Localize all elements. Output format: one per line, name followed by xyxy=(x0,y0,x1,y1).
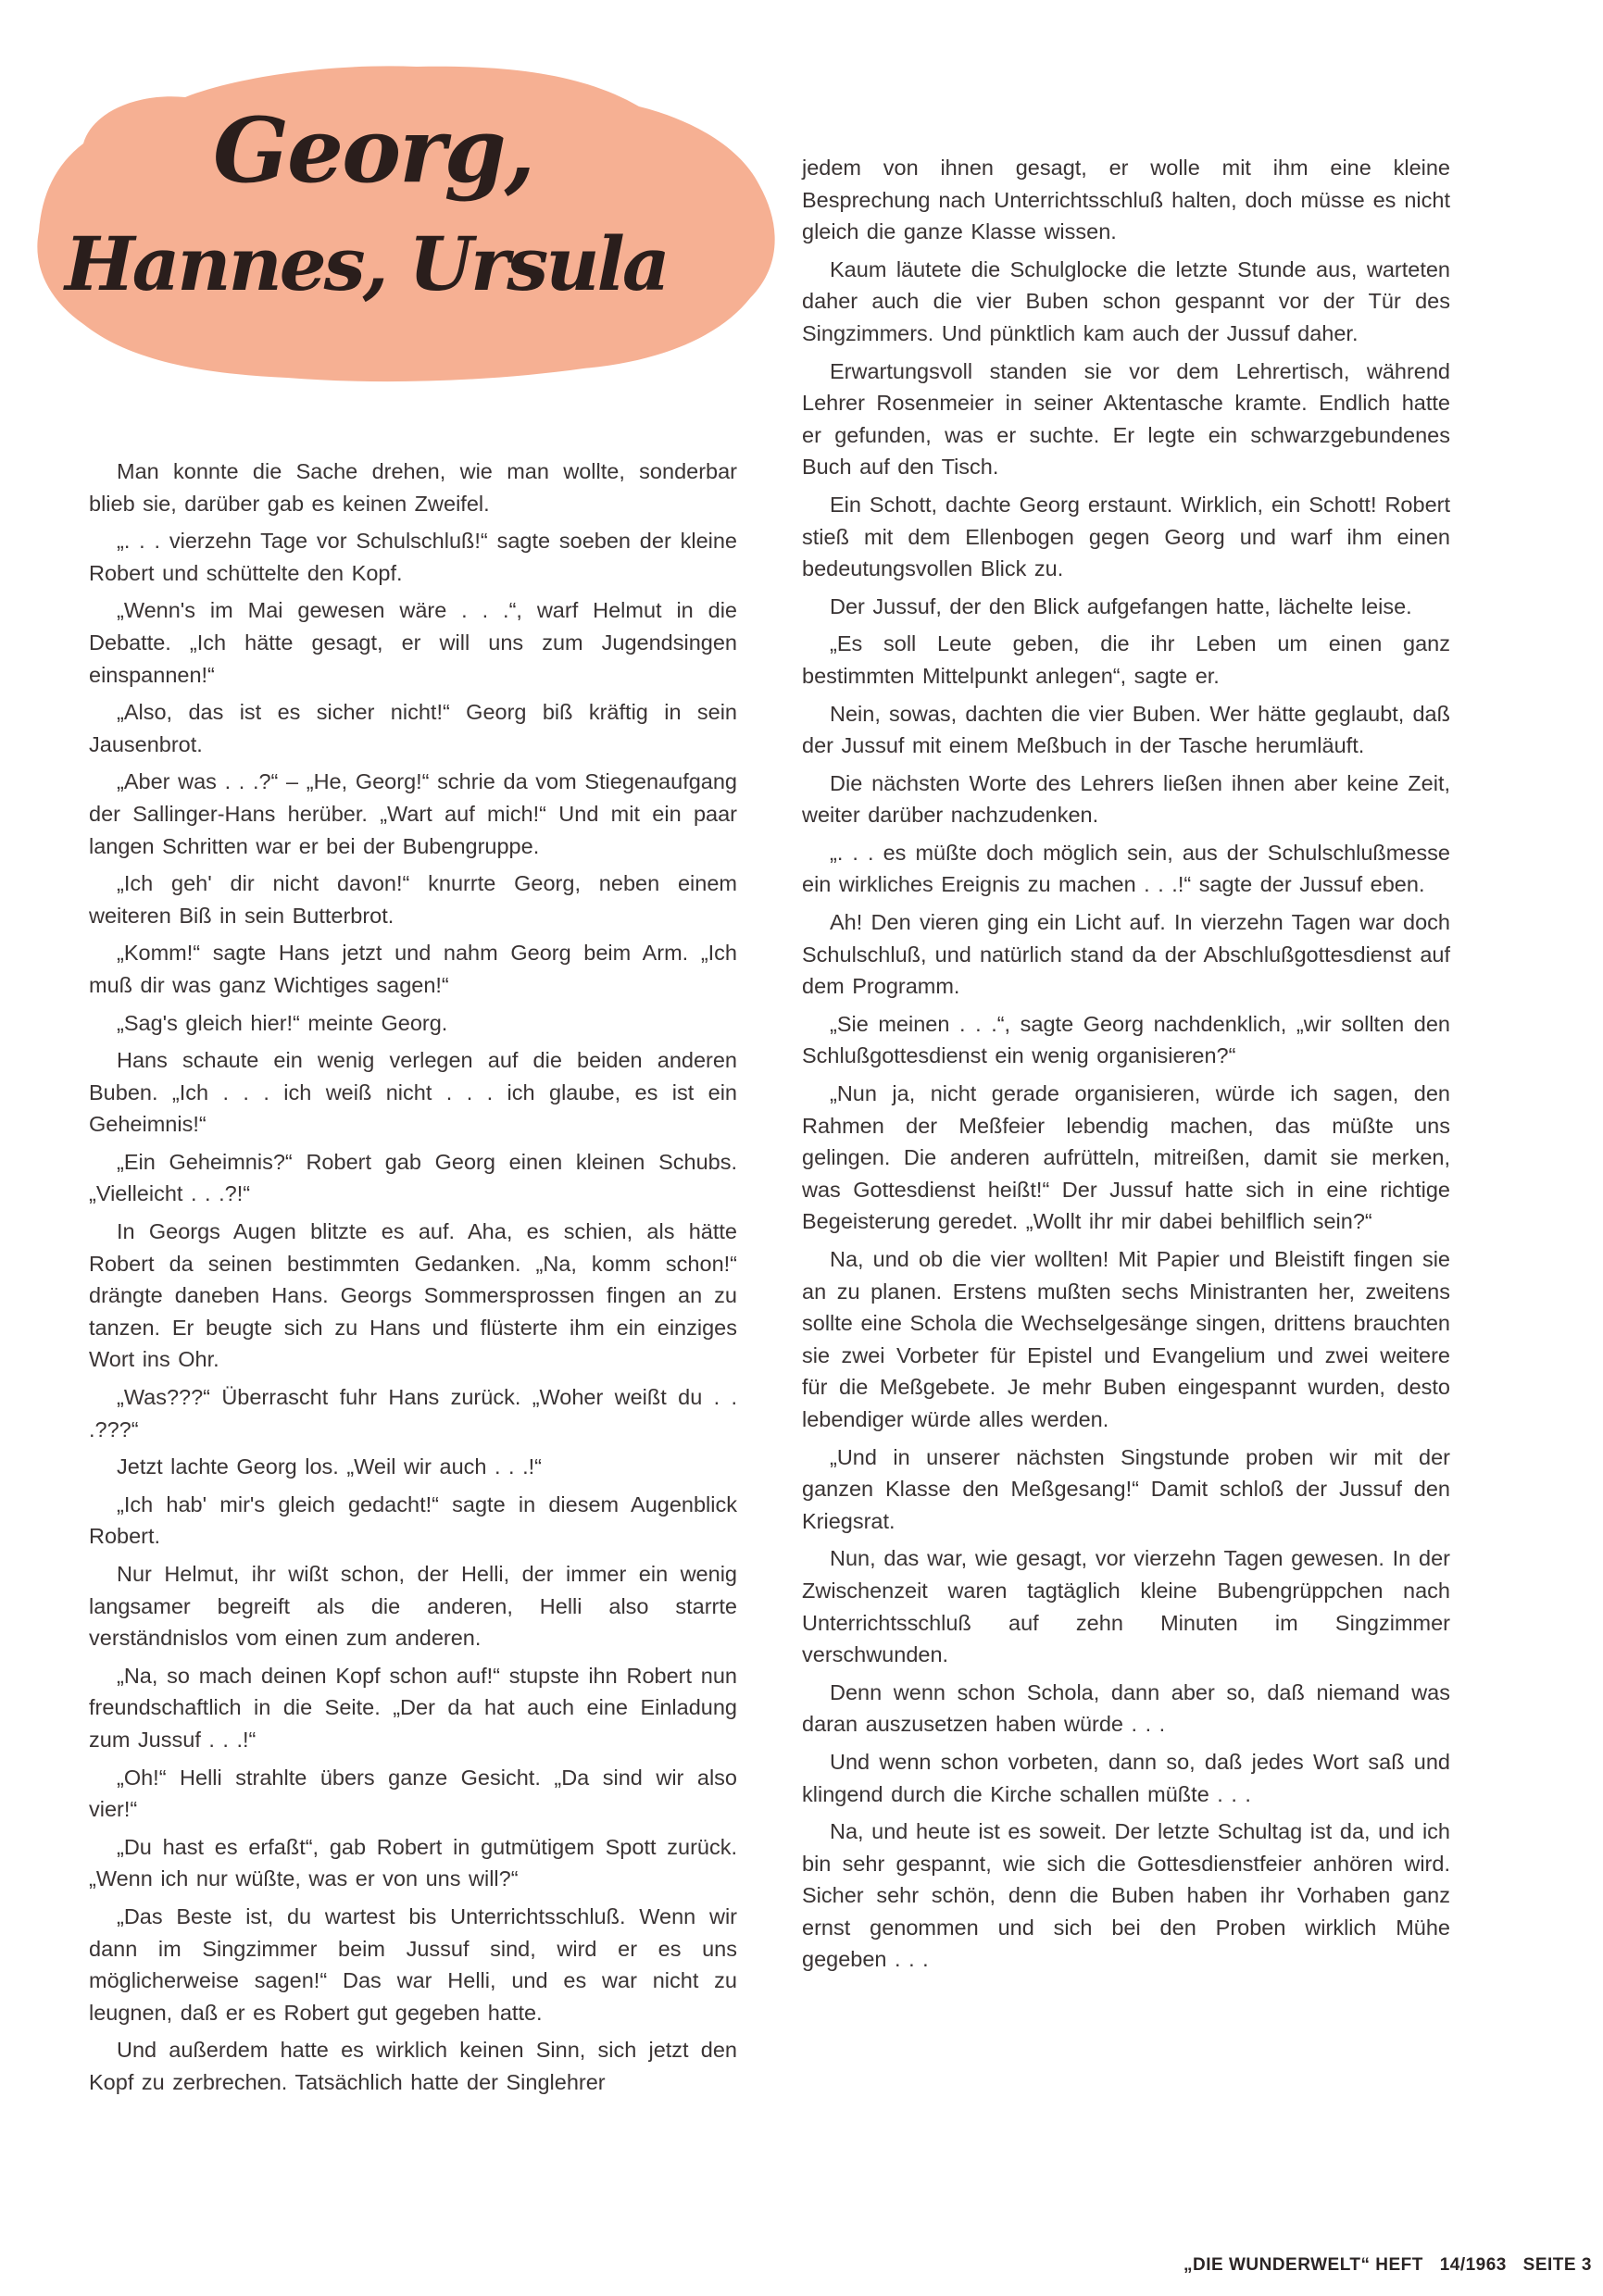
title-line-1: Georg, xyxy=(213,98,534,203)
paragraph: Erwartungsvoll standen sie vor dem Lehrertisch, während Lehrer Rosenmeier in seiner Aktentasche kramte. Endlich hatte er gefunden, was er suchte. Er legte ein schwarzgebundenes Buch auf den Tisch. xyxy=(802,358,1450,480)
paragraph: „Ich geh' dir nicht davon!“ knurrte Georg, neben einem weiteren Biß in sein Butterbrot. xyxy=(89,871,737,928)
paragraph: Na, und heute ist es soweit. Der letzte Schultag ist da, und ich bin sehr gespannt, wie sich die Gottesdienstfeier anhören wird. Sicher sehr schön, denn die Buben haben ihr Vorhaben ganz ernst genommen und sich bei den Proben wirklich Mühe gegeben . . . xyxy=(802,1819,1450,1972)
paragraph: „Nun ja, nicht gerade organisieren, würde ich sagen, den Rahmen der Meßfeier lebendig machen, das müßte uns gelingen. Die anderen aufrütteln, mitreißen, damit sie merken, was Gottesdienst heißt!“ Der Jussuf hatte sich in eine richtige Begeisterung geredet. „Wollt ihr mir dabei behilflich sein?“ xyxy=(802,1081,1450,1234)
paragraph: „Also, das ist es sicher nicht!“ Georg biß kräftig in sein Jausenbrot. xyxy=(89,700,737,756)
paragraph: Kaum läutete die Schulglocke die letzte Stunde aus, warteten daher auch die vier Buben schon gespannt vor der Tür des Singzimmers. Und pünktlich kam auch der Jussuf daher. xyxy=(802,256,1450,345)
footer-magazine: „DIE WUNDERWELT“ HEFT xyxy=(1183,2255,1423,2275)
paragraph: Nur Helmut, ihr wißt schon, der Helli, der immer ein wenig langsamer begreift als die anderen, Helli also starrte verständnislos vom einen zum anderen. xyxy=(89,1562,737,1651)
paragraph: In Georgs Augen blitzte es auf. Aha, es schien, als hätte Robert da seinen bestimmten Gedanken. „Na, komm schon!“ drängte daneben Hans. Georgs Sommersprossen fingen an zu tanzen. Er beugte sich zu Hans und flüsterte ihm ein einziges Wort ins Ohr. xyxy=(89,1219,737,1372)
paragraph: Jetzt lachte Georg los. „Weil wir auch . . .!“ xyxy=(117,1454,542,1479)
paragraph: Die nächsten Worte des Lehrers ließen ihnen aber keine Zeit, weiter darüber nachzudenken. xyxy=(802,770,1450,828)
paragraph: „Na, so mach deinen Kopf schon auf!“ stupste ihn Robert nun freundschaftlich in die Seite. „Der da hat auch eine Einladung zum Jussuf . . .!“ xyxy=(89,1663,737,1752)
paragraph: „Und in unserer nächsten Singstunde proben wir mit der ganzen Klasse den Meßgesang!“ Damit schloß der Jussuf den Kriegsrat. xyxy=(802,1444,1450,1533)
paragraph: „Es soll Leute geben, die ihr Leben um einen ganz bestimmten Mittelpunkt anlegen“, sagte er. xyxy=(802,631,1450,688)
paragraph: Denn wenn schon Schola, dann aber so, daß niemand was daran auszusetzen haben würde . . . xyxy=(802,1679,1450,1737)
footer-issue: 14/1963 xyxy=(1439,2255,1507,2275)
paragraph: „. . . es müßte doch möglich sein, aus der Schulschlußmesse ein wirkliches Ereignis zu machen . . .!“ sagte der Jussuf eben. xyxy=(802,840,1450,897)
paragraph: Hans schaute ein wenig verlegen auf die beiden anderen Buben. „Ich . . . ich weiß nicht . . . ich glaube, es ist ein Geheimnis!“ xyxy=(89,1048,737,1137)
paragraph: „Sag's gleich hier!“ meinte Georg. xyxy=(117,1010,448,1035)
article-column-right xyxy=(802,152,1450,1981)
paragraph: „Wenn's im Mai gewesen wäre . . .“, warf Helmut in die Debatte. „Ich hätte gesagt, er will uns zum Jugendsingen einspannen!“ xyxy=(89,598,737,687)
page-footer xyxy=(1183,2255,1603,2276)
paragraph: „. . . vierzehn Tage vor Schulschluß!“ sagte soeben der kleine Robert und schüttelte den Kopf. xyxy=(89,529,737,585)
paragraph: „Komm!“ sagte Hans jetzt und nahm Georg beim Arm. „Ich muß dir was ganz Wichtiges sagen!“ xyxy=(89,941,737,997)
paragraph: „Ein Geheimnis?“ Robert gab Georg einen kleinen Schubs. „Vielleicht . . .?!“ xyxy=(89,1149,737,1206)
paragraph: Und außerdem hatte es wirklich keinen Sinn, sich jetzt den Kopf zu zerbrechen. Tatsächlich hatte der Singlehrer xyxy=(89,2038,737,2094)
paragraph: Ah! Den vieren ging ein Licht auf. In vierzehn Tagen war doch Schulschluß, und natürlich stand da der Abschlußgottesdienst auf dem Programm. xyxy=(802,910,1450,999)
paragraph: „Ich hab' mir's gleich gedacht!“ sagte in diesem Augenblick Robert. xyxy=(89,1491,737,1549)
paragraph: „Was???“ Überrascht fuhr Hans zurück. „Woher weißt du . . .???“ xyxy=(89,1385,737,1441)
article-column-left xyxy=(89,455,737,2104)
paragraph: Nein, sowas, dachten die vier Buben. Wer hätte geglaubt, daß der Jussuf mit einem Meßbuch in der Tasche herumläuft. xyxy=(802,701,1450,758)
paragraph: jedem von ihnen gesagt, er wolle mit ihm eine kleine Besprechung nach Unterrichtsschluß halten, doch müsse es nicht gleich die ganze Klasse wissen. xyxy=(802,156,1450,244)
footer-page-number: SEITE 3 xyxy=(1522,2255,1592,2275)
paragraph: „Oh!“ Helli strahlte übers ganze Gesicht. „Da sind wir also vier!“ xyxy=(89,1765,737,1822)
paragraph: „Aber was . . .?“ – „He, Georg!“ schrie da vom Stiegenaufgang der Sallinger-Hans herüber. „Wart auf mich!“ Und mit ein paar langen Schritten war er bei der Bubengruppe. xyxy=(89,769,737,858)
paragraph: Nun, das war, wie gesagt, vor vierzehn Tagen gewesen. In der Zwischenzeit waren tagtäglich kleine Bubengrüppchen nach Unterrichtsschluß auf zehn Minuten im Singzimmer verschwunden. xyxy=(802,1546,1450,1667)
paragraph: Man konnte die Sache drehen, wie man wollte, sonderbar blieb sie, darüber gab es keinen Zweifel. xyxy=(89,459,737,516)
paragraph: Na, und ob die vier wollten! Mit Papier und Bleistift fingen sie an zu planen. Erstens mußten sechs Ministranten her, zweitens sollte eine Schola die Wechselgesänge singen, drittens brauchten sie zwei Vorbeter für Epistel und Evangelium und zwei weitere für die Meßgebete. Je mehr Buben eingespannt wurden, desto lebendiger würde alles werden. xyxy=(802,1247,1450,1431)
paragraph: „Das Beste ist, du wartest bis Unterrichtsschluß. Wenn wir dann im Singzimmer beim Jussuf sind, wird er es uns möglicherweise sagen!“ Das war Helli, und es war nicht zu leugnen, daß er es Robert gut gegeben hatte. xyxy=(89,1903,737,2025)
title-banner xyxy=(28,56,787,389)
paragraph: „Du hast es erfaßt“, gab Robert in gutmütigem Spott zurück. „Wenn ich nur wüßte, was er von uns will?“ xyxy=(89,1834,737,1891)
paragraph: „Sie meinen . . .“, sagte Georg nachdenklich, „wir sollten den Schlußgottesdienst ein wenig organisieren?“ xyxy=(802,1011,1450,1068)
title-line-2: Hannes, Ursula xyxy=(65,220,668,307)
paragraph: Ein Schott, dachte Georg erstaunt. Wirklich, ein Schott! Robert stieß mit dem Ellenbogen gegen Georg und warf ihm einen bedeutungsvollen Blick zu. xyxy=(802,492,1450,581)
paragraph: Und wenn schon vorbeten, dann so, daß jedes Wort saß und klingend durch die Kirche schallen müßte . . . xyxy=(802,1749,1450,1806)
paragraph: Der Jussuf, der den Blick aufgefangen hatte, lächelte leise. xyxy=(830,593,1412,618)
